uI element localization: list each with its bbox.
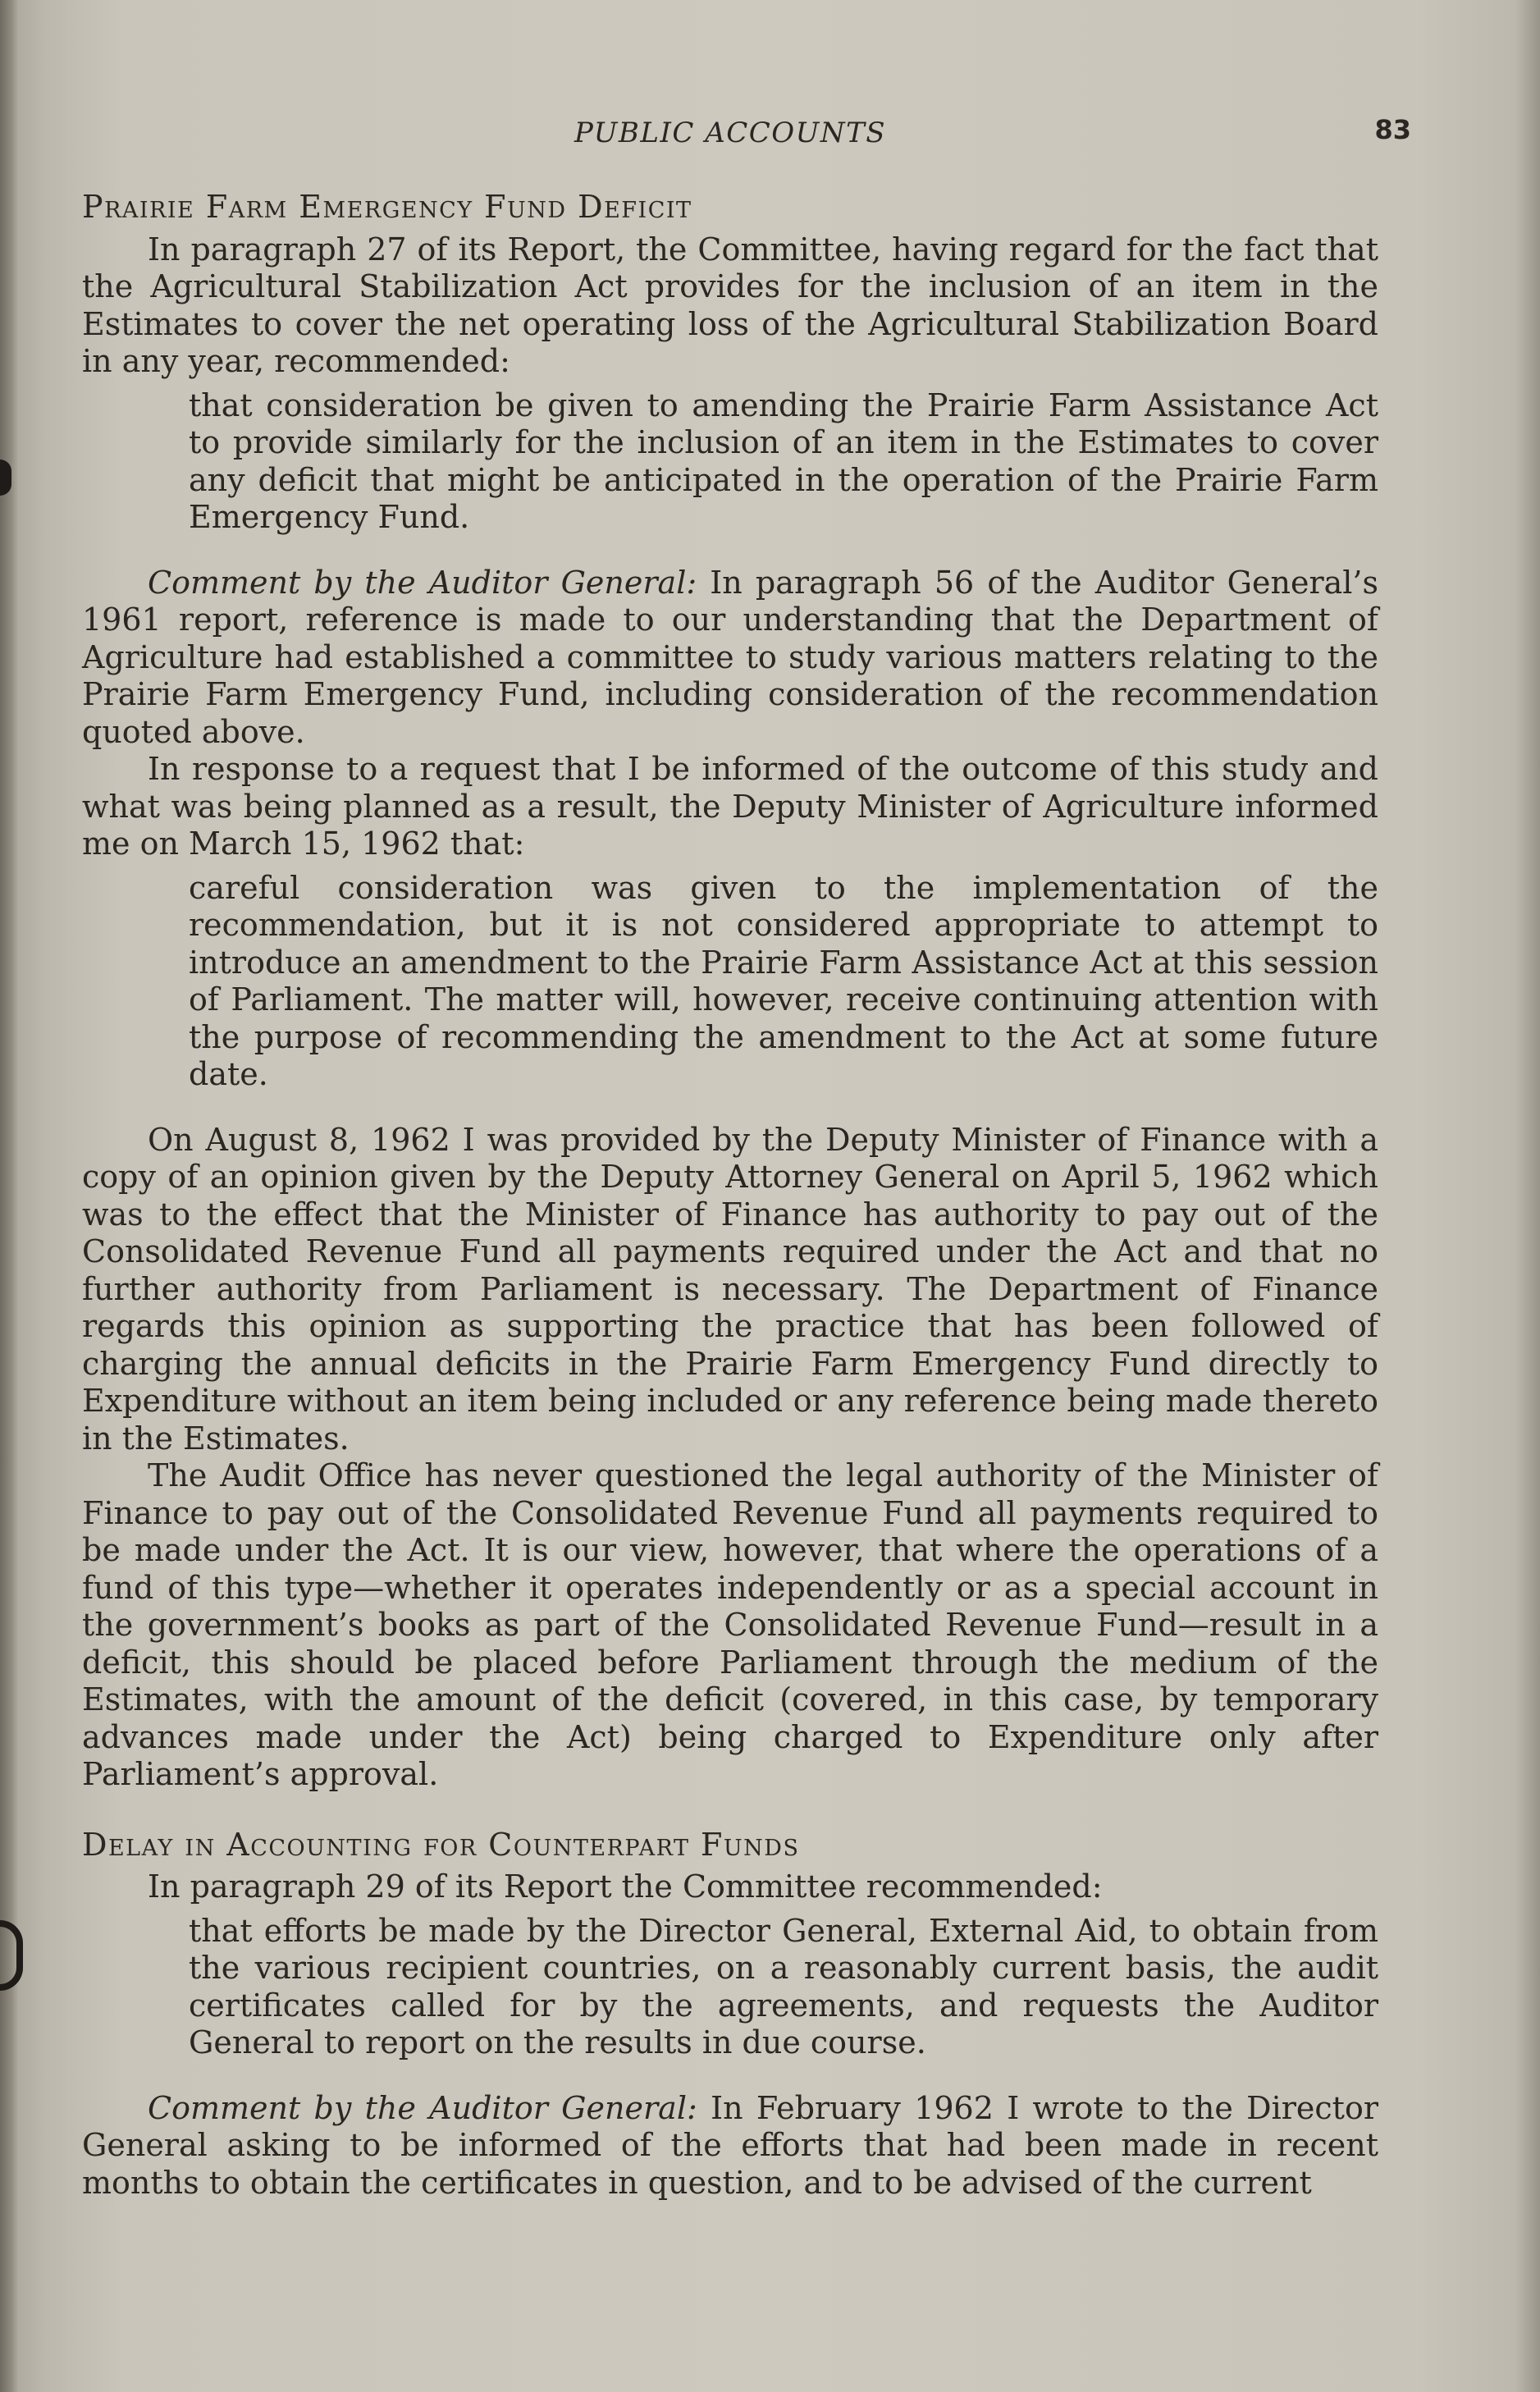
comment-paragraph bbox=[82, 2090, 1378, 2202]
running-title: PUBLIC ACCOUNTS bbox=[574, 117, 887, 149]
comment-label: Comment by the Auditor General: bbox=[148, 564, 697, 601]
comment-paragraph bbox=[82, 565, 1378, 752]
block-quote: careful consideration was given to the implementation of the recommendation, but it is not considered appropriate to attempt to introduce an amendment to the Prairie Farm Assistance Act at this session of Parliament. The matter will, however, receive continuing attention with the purpose of recommending the amendment to the Act at some future date. bbox=[189, 869, 1378, 1092]
paragraph: On August 8, 1962 I was provided by the Deputy Minister of Finance with a copy of an opinion given by the Deputy Attorney General on April 5, 1962 which was to the effect that the Minister of Finance has authority to pay out of the Consolidated Revenue Fund all payments required under the Act and that no further authority from Parliament is necessary. The Department of Finance regards this opinion as supporting the practice that has been followed of charging the annual deficits in the Prairie Farm Emergency Fund directly to Expenditure without an item being included or any reference being made thereto in the Estimates. bbox=[82, 1121, 1378, 1457]
page-edge-shadow bbox=[1515, 0, 1540, 2392]
section-heading: Prairie Farm Emergency Fund Deficit bbox=[82, 189, 692, 225]
binder-clip bbox=[0, 1920, 23, 1991]
section-heading: Delay in Accounting for Counterpart Funds bbox=[82, 1826, 800, 1863]
comment-text: In February 1962 I wrote to the Director General asking to be informed of the efforts that had been made in recent months to obtain the certificates in question, and to be advised of the current bbox=[82, 2089, 1378, 2201]
comment-label: Comment by the Auditor General: bbox=[148, 2089, 697, 2126]
page-number: 83 bbox=[1374, 114, 1411, 145]
page-text bbox=[82, 114, 1411, 2202]
paragraph: In paragraph 27 of its Report, the Committee, having regard for the fact that the Agricultural Stabilization Act provides for the inclusion of an item in the Estimates to cover the net operating loss of the Agricultural Stabilization Board in any year, recommended: bbox=[82, 231, 1378, 379]
page-header bbox=[82, 114, 1411, 164]
block-quote: that efforts be made by the Director General, External Aid, to obtain from the various recipient countries, on a reasonably current basis, the audit certificates called for by the agreements, and requests the Auditor General to report on the results in due course. bbox=[189, 1912, 1378, 2060]
comment-text: In paragraph 56 of the Auditor General’s 1961 report, reference is made to our understanding that the Department of Agriculture had established a committee to study various matters relating to the Prairie Farm Emergency Fund, including consideration of the recommendation quoted above. bbox=[82, 564, 1378, 750]
binding-edge bbox=[0, 0, 18, 2392]
paragraph: The Audit Office has never questioned the legal authority of the Minister of Finance to pay out of the Consolidated Revenue Fund all payments required to be made under the Act. It is our view, however, that where the operations of a fund of this type—whether it operates independently or as a special account in the government’s books as part of the Consolidated Revenue Fund—result in a deficit, this should be placed before Parliament through the medium of the Estimates, with the amount of the deficit (covered, in this case, by temporary advances made under the Act) being charged to Expenditure only after Parliament’s approval. bbox=[82, 1457, 1378, 1792]
block-quote: that consideration be given to amending the Prairie Farm Assistance Act to provide similarly for the inclusion of an item in the Estimates to cover any deficit that might be anticipated in the operation of the Prairie Farm Emergency Fund. bbox=[189, 386, 1378, 535]
paragraph: In response to a request that I be informed of the outcome of this study and what was being planned as a result, the Deputy Minister of Agriculture informed me on March 15, 1962 that: bbox=[82, 751, 1378, 862]
paragraph: In paragraph 29 of its Report the Committee recommended: bbox=[148, 1868, 1103, 1905]
